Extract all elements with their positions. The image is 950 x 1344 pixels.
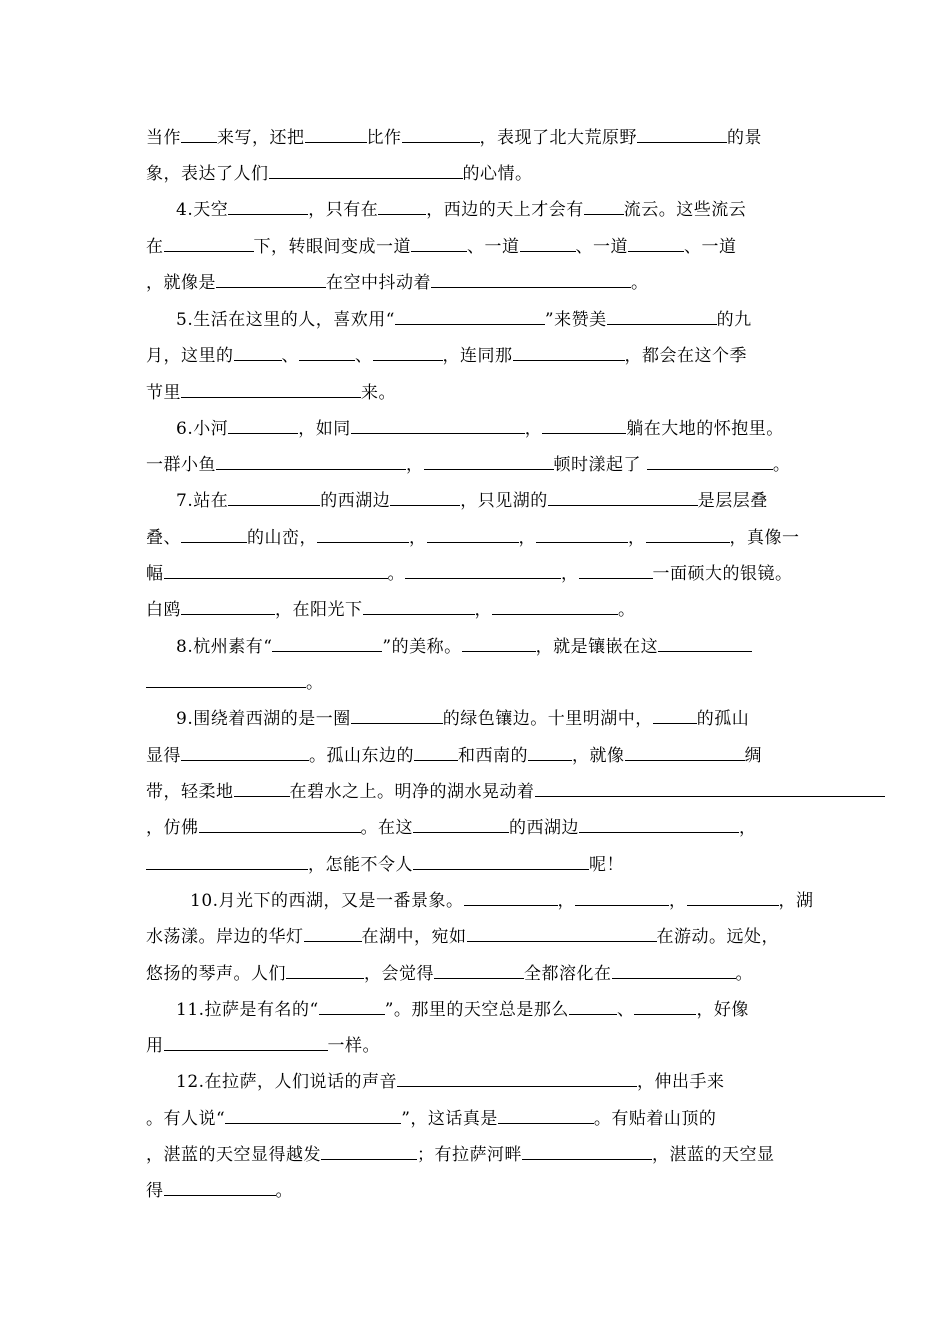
line-text: 的绿色镶边。十里明湖中，	[442, 709, 653, 729]
fill-in-blank[interactable]	[687, 891, 779, 906]
fill-in-blank[interactable]	[575, 891, 669, 906]
text-line	[190, 891, 814, 911]
fill-in-blank[interactable]	[584, 200, 624, 215]
line-text: 12.在拉萨，人们说话的声音	[176, 1072, 398, 1092]
line-text: 。有贴着山顶的	[593, 1109, 717, 1129]
line-text: 一样。	[327, 1036, 380, 1056]
fill-in-blank[interactable]	[424, 455, 554, 470]
text-line	[146, 818, 757, 838]
line-text: ，	[409, 528, 427, 548]
fill-in-blank[interactable]	[569, 1000, 617, 1015]
line-text: ，	[739, 818, 757, 838]
fill-in-blank[interactable]	[228, 200, 308, 215]
line-text: 在	[146, 237, 164, 257]
line-text: 叠、	[146, 528, 181, 548]
line-text: ，西边的天上才会有	[426, 200, 584, 220]
fill-in-blank[interactable]	[164, 564, 388, 579]
fill-in-blank[interactable]	[579, 564, 653, 579]
line-text: 、	[281, 346, 299, 366]
fill-in-blank[interactable]	[164, 1181, 276, 1196]
fill-in-blank[interactable]	[535, 782, 885, 797]
fill-in-blank[interactable]	[272, 637, 382, 652]
fill-in-blank[interactable]	[181, 128, 217, 143]
line-text: 来写，还把	[217, 128, 305, 148]
fill-in-blank[interactable]	[414, 746, 458, 761]
fill-in-blank[interactable]	[228, 419, 298, 434]
text-line	[176, 310, 752, 330]
line-text: 悠扬的琴声。人们	[146, 964, 286, 984]
text-line	[146, 855, 624, 875]
line-text: ”。那里的天空总是那么	[384, 1000, 569, 1020]
line-text: 的西湖边	[509, 818, 579, 838]
line-text: ，就像是	[146, 273, 216, 293]
text-line	[146, 346, 747, 366]
line-text: 流云。这些流云	[623, 200, 747, 220]
line-text: 、	[616, 1000, 635, 1020]
line-text: 在湖中，宛如	[361, 927, 467, 947]
line-text: 。	[772, 455, 791, 475]
line-text: ，只见湖的	[460, 491, 548, 511]
line-text: ，	[406, 455, 424, 475]
line-text: ，	[561, 564, 579, 584]
fill-in-blank[interactable]	[228, 491, 320, 506]
text-line	[146, 746, 762, 766]
line-text: ；有拉萨河畔	[417, 1145, 522, 1165]
text-line	[146, 600, 636, 620]
line-text: 、一道	[684, 237, 737, 257]
line-text: ，	[669, 891, 687, 911]
fill-in-blank[interactable]	[216, 273, 326, 288]
line-text: 。	[735, 964, 753, 984]
text-line	[146, 455, 790, 475]
fill-in-blank[interactable]	[146, 855, 308, 870]
fill-in-blank[interactable]	[658, 637, 752, 652]
line-text: 顿时漾起了	[553, 455, 647, 475]
line-text: 。	[275, 1181, 293, 1201]
fill-in-blank[interactable]	[390, 491, 460, 506]
text-line	[176, 1000, 749, 1020]
fill-in-blank[interactable]	[351, 709, 443, 724]
fill-in-blank[interactable]	[647, 455, 773, 470]
fill-in-blank[interactable]	[579, 818, 739, 833]
fill-in-blank[interactable]	[225, 1109, 401, 1124]
fill-in-blank[interactable]	[321, 1145, 417, 1160]
line-text: 在游动。远处，	[656, 927, 779, 947]
line-text: ，湛蓝的天空显	[652, 1145, 775, 1165]
line-text: 下，转眼间变成一道	[253, 237, 411, 257]
line-text: ，湖	[778, 891, 814, 911]
line-text: 。	[631, 273, 649, 293]
line-text: 和西南的	[458, 746, 528, 766]
line-text: 。	[387, 564, 405, 584]
fill-in-blank[interactable]	[181, 383, 361, 398]
text-line	[146, 964, 753, 984]
fill-in-blank[interactable]	[397, 1072, 637, 1087]
text-line	[146, 528, 800, 548]
line-text: 幅	[146, 564, 164, 584]
fill-in-blank[interactable]	[542, 419, 626, 434]
line-text: 8.杭州素有“	[176, 637, 273, 657]
line-text: ，会觉得	[364, 964, 434, 984]
line-text: 呢！	[589, 855, 624, 875]
line-text: ，怎能不令人	[308, 855, 413, 875]
fill-in-blank[interactable]	[464, 891, 558, 906]
fill-in-blank[interactable]	[269, 164, 463, 179]
fill-in-blank[interactable]	[431, 273, 631, 288]
fill-in-blank[interactable]	[520, 237, 576, 252]
fill-in-blank[interactable]	[625, 746, 745, 761]
line-text: 的西湖边	[320, 491, 391, 511]
fill-in-blank[interactable]	[492, 600, 618, 615]
fill-in-blank[interactable]	[413, 855, 589, 870]
line-text: 一面硕大的银镜。	[652, 564, 793, 584]
line-text: ，如同	[298, 419, 351, 439]
text-line	[146, 273, 649, 293]
line-text: 。有人说“	[146, 1109, 226, 1129]
fill-in-blank[interactable]	[216, 455, 406, 470]
text-line	[146, 164, 533, 184]
fill-in-blank[interactable]	[522, 1145, 652, 1160]
line-text: ，湛蓝的天空显得越发	[146, 1145, 321, 1165]
text-line	[176, 419, 784, 439]
fill-in-blank[interactable]	[363, 600, 475, 615]
fill-in-blank[interactable]	[528, 746, 572, 761]
line-text: 、一道	[467, 237, 520, 257]
fill-in-blank[interactable]	[299, 346, 355, 361]
fill-in-blank[interactable]	[234, 782, 290, 797]
fill-in-blank[interactable]	[434, 964, 524, 979]
line-text: ”的美称。	[382, 637, 462, 657]
fill-in-blank[interactable]	[513, 346, 625, 361]
fill-in-blank[interactable]	[402, 128, 480, 143]
line-text: ”来赞美	[544, 310, 607, 330]
line-text: ”，这话真是	[401, 1109, 498, 1129]
line-text: 节里	[146, 383, 181, 403]
line-text: ，仿佛	[146, 818, 199, 838]
line-text: ，	[474, 600, 492, 620]
text-line	[176, 491, 768, 511]
line-text: 是层层叠	[697, 491, 768, 511]
line-text: 。	[618, 600, 636, 620]
line-text: 、	[355, 346, 373, 366]
fill-in-blank[interactable]	[634, 1000, 696, 1015]
fill-in-blank[interactable]	[628, 237, 684, 252]
line-text: 得	[146, 1181, 164, 1201]
text-line	[146, 128, 762, 148]
text-line	[146, 237, 737, 257]
text-line	[146, 927, 779, 947]
text-line	[146, 1145, 775, 1165]
line-text: 的景	[727, 128, 762, 148]
fill-in-blank[interactable]	[612, 964, 736, 979]
line-text: 的孤山	[696, 709, 750, 729]
line-text: ，在阳光下	[275, 600, 363, 620]
line-text: ，	[628, 528, 646, 548]
fill-in-blank[interactable]	[378, 200, 426, 215]
text-line	[146, 564, 793, 584]
fill-in-blank[interactable]	[164, 237, 254, 252]
line-text: ，	[524, 419, 543, 439]
fill-in-blank[interactable]	[304, 927, 362, 942]
line-text: ，连同那	[442, 346, 513, 366]
line-text: 的山峦，	[247, 528, 317, 548]
line-text: 绸	[744, 746, 762, 766]
line-text: ，就是镶嵌在这	[535, 637, 659, 657]
line-text: ，就像	[572, 746, 625, 766]
line-text: ，	[557, 891, 576, 911]
fill-in-blank[interactable]	[146, 673, 306, 688]
line-text: 躺在大地的怀抱里。	[626, 419, 784, 439]
fill-in-blank[interactable]	[181, 600, 275, 615]
fill-in-blank[interactable]	[413, 818, 509, 833]
fill-in-blank[interactable]	[305, 128, 367, 143]
fill-in-blank[interactable]	[181, 528, 247, 543]
line-text: 的九	[716, 310, 752, 330]
line-text: 白鸥	[146, 600, 181, 620]
line-text: 5.生活在这里的人，喜欢用“	[176, 310, 395, 330]
line-text: 比作	[366, 128, 402, 148]
text-line	[146, 1109, 716, 1129]
fill-in-blank[interactable]	[498, 1109, 594, 1124]
fill-in-blank[interactable]	[373, 346, 443, 361]
fill-in-blank[interactable]	[653, 709, 697, 724]
text-line	[146, 673, 324, 693]
line-text: 。	[306, 673, 324, 693]
fill-in-blank[interactable]	[286, 964, 364, 979]
line-text: 。孤山东边的	[309, 746, 414, 766]
line-text: 用	[146, 1036, 164, 1056]
line-text: 在碧水之上。明净的湖水晃动着	[289, 782, 535, 802]
line-text: 全都溶化在	[524, 964, 612, 984]
line-text: 9.围绕着西湖的是一圈	[176, 709, 351, 729]
fill-in-blank[interactable]	[536, 528, 628, 543]
fill-in-blank[interactable]	[637, 128, 727, 143]
line-text: 、一道	[575, 237, 628, 257]
text-line	[146, 782, 885, 802]
line-text: ，伸出手来	[637, 1072, 725, 1092]
text-line	[146, 1036, 380, 1056]
fill-in-blank[interactable]	[319, 1000, 385, 1015]
fill-in-blank[interactable]	[646, 528, 730, 543]
text-line	[146, 383, 396, 403]
fill-in-blank[interactable]	[317, 528, 409, 543]
line-text: 。在这	[360, 818, 413, 838]
text-line	[176, 709, 749, 729]
fill-in-blank[interactable]	[548, 491, 698, 506]
fill-in-blank[interactable]	[411, 237, 467, 252]
line-text: ，都会在这个季	[624, 346, 747, 366]
line-text: 6.小河	[176, 419, 229, 439]
line-text: ，好像	[696, 1000, 749, 1020]
line-text: ，表现了北大荒原野	[479, 128, 637, 148]
text-line	[176, 1072, 725, 1092]
line-text: 的心情。	[462, 164, 533, 184]
line-text: ，	[518, 528, 536, 548]
fill-in-blank[interactable]	[199, 818, 361, 833]
line-text: 11.拉萨是有名的“	[176, 1000, 319, 1020]
fill-in-blank[interactable]	[462, 637, 536, 652]
fill-in-blank[interactable]	[607, 310, 717, 325]
fill-in-blank[interactable]	[181, 746, 309, 761]
line-text: 10.月光下的西湖，又是一番景象。	[190, 891, 464, 911]
line-text: 7.站在	[176, 491, 229, 511]
line-text: 4.天空	[176, 200, 229, 220]
line-text: 带，轻柔地	[146, 782, 234, 802]
text-line	[146, 1181, 293, 1201]
line-text: ，真像一	[729, 528, 800, 548]
fill-in-blank[interactable]	[405, 564, 561, 579]
text-line	[176, 637, 752, 657]
line-text: 月，这里的	[146, 346, 234, 366]
line-text: 在空中抖动着	[326, 273, 431, 293]
fill-in-blank[interactable]	[234, 346, 282, 361]
fill-in-blank[interactable]	[164, 1036, 328, 1051]
line-text: 当作	[146, 128, 181, 148]
line-text: 来。	[361, 383, 396, 403]
line-text: 象，表达了人们	[146, 164, 269, 184]
line-text: 显得	[146, 746, 181, 766]
line-text: ，只有在	[308, 200, 379, 220]
fill-in-blank[interactable]	[395, 310, 545, 325]
text-line	[176, 200, 746, 220]
line-text: 水荡漾。岸边的华灯	[146, 927, 304, 947]
fill-in-blank[interactable]	[427, 528, 519, 543]
line-text: 一群小鱼	[146, 455, 216, 475]
fill-in-blank[interactable]	[467, 927, 657, 942]
fill-in-blank[interactable]	[351, 419, 525, 434]
